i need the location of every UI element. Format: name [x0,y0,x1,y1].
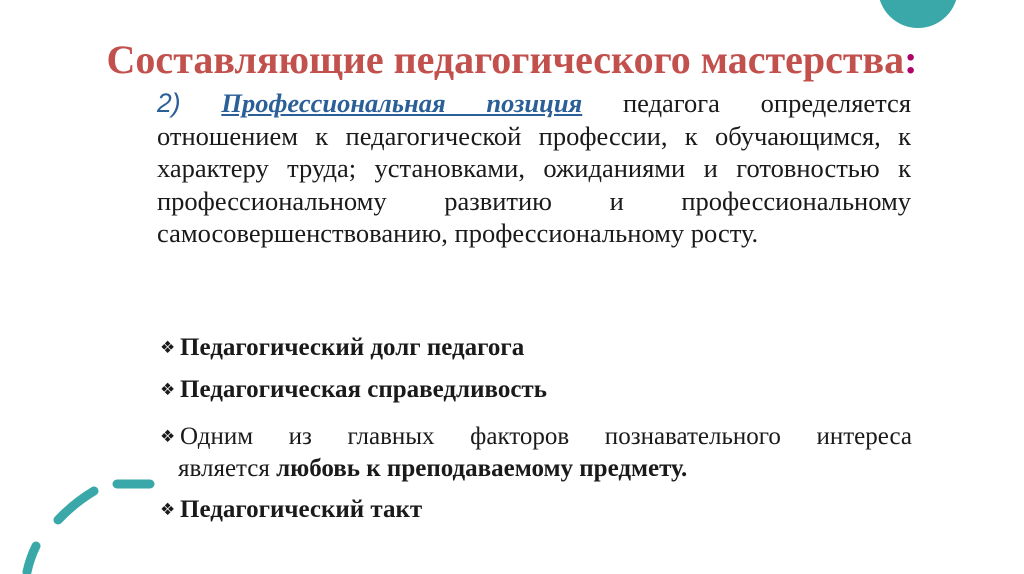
bullet-text: Педагогический долг педагога [180,334,525,361]
bullet-text: Педагогическая справедливость [180,376,547,403]
teal-dash-decoration [58,491,94,520]
diamond-bullet-icon: ❖ [160,380,176,400]
bullet-text: Одним из главных факторов познавательного интереса [180,423,912,450]
bullet-item [160,421,912,484]
bullet-text: Педагогический такт [180,496,423,523]
bullet-line [160,453,912,484]
teal-dash-decoration [27,546,36,572]
teal-circle-decoration [878,0,958,28]
bullet-line [160,421,912,453]
paragraph-number: 2) [157,88,181,118]
diamond-bullet-icon: ❖ [160,427,176,447]
body-paragraph [157,87,911,250]
bullet-item [160,332,912,364]
paragraph-term: Профессиональная позиция [221,88,583,118]
bullet-text-bold: любовь к преподаваемому предмету. [276,455,688,482]
bullet-item [160,374,912,406]
paragraph-text: педагога определяется отношением к педагогической профессии, к обучающимся, к характеру труда; установками, ожиданиями и готовностью к профессиональному развитию и профессиональному самосовершенствованию, профессиональному росту. [157,88,912,249]
diamond-bullet-icon: ❖ [160,500,176,520]
slide-title-colon: : [904,37,918,82]
bullet-text-plain: является [178,455,277,482]
bullet-item [160,494,912,526]
diamond-bullet-icon: ❖ [160,338,176,358]
slide-title [0,36,1024,84]
slide-title-text: Составляющие педагогического мастерства [106,37,905,82]
